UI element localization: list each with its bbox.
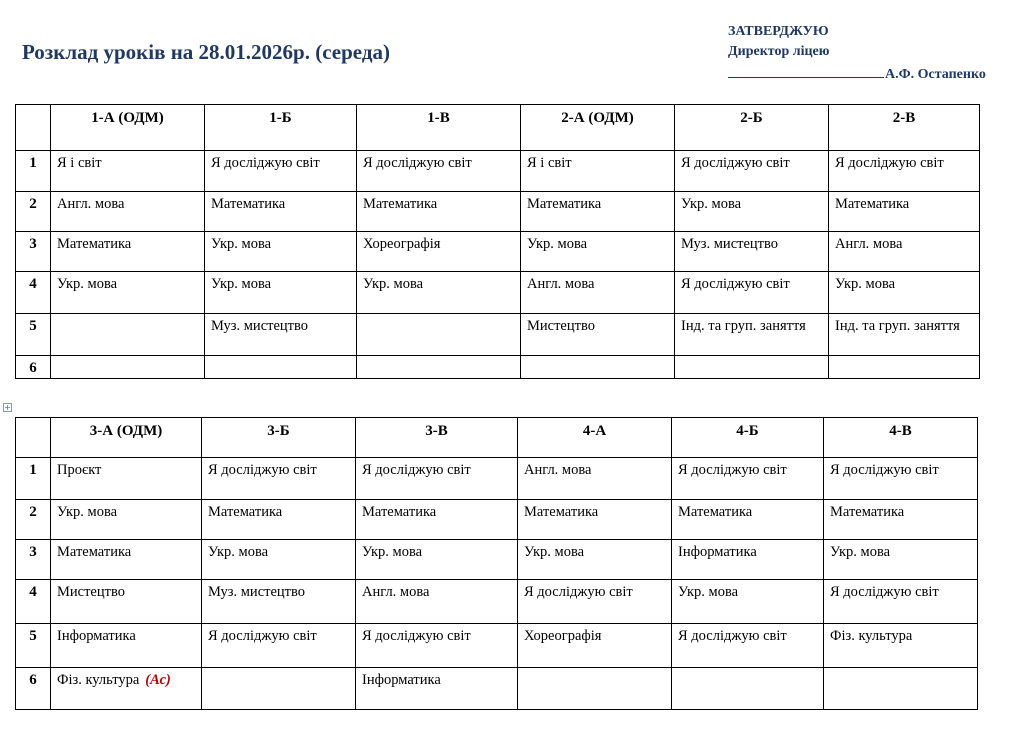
table-row <box>16 458 978 500</box>
table-cell: Муз. мистецтво <box>675 232 829 272</box>
lesson-number: 1 <box>16 151 51 192</box>
table-row <box>16 540 978 580</box>
approval-block <box>728 22 986 85</box>
table-row <box>16 151 980 192</box>
table-cell: Укр. мова <box>205 232 357 272</box>
table-cell: Хореографія <box>518 624 672 668</box>
table-cell: Інформатика <box>672 540 824 580</box>
table-cell: Укр. мова <box>675 192 829 232</box>
table-cell: Математика <box>205 192 357 232</box>
column-header: 4-А <box>518 418 672 458</box>
table-cell <box>675 356 829 379</box>
table-cell: Англ. мова <box>356 580 518 624</box>
column-header: 4-Б <box>672 418 824 458</box>
table-cell: Математика <box>356 500 518 540</box>
table-row <box>16 668 978 710</box>
schedule-table-grades-3-4 <box>15 417 978 710</box>
table-header-row <box>16 418 978 458</box>
column-header: 2-В <box>829 105 980 151</box>
table-cell: Англ. мова <box>521 272 675 314</box>
table-cell <box>672 668 824 710</box>
table-cell: Фіз. культура <box>824 624 978 668</box>
table-cell: Укр. мова <box>356 540 518 580</box>
lesson-number: 6 <box>16 356 51 379</box>
table-cell: Хореографія <box>357 232 521 272</box>
header-corner <box>16 418 51 458</box>
table-cell: Математика <box>829 192 980 232</box>
table-cell <box>824 668 978 710</box>
table-cell: Укр. мова <box>824 540 978 580</box>
table-cell: Я досліджую світ <box>356 458 518 500</box>
table-cell: Я досліджую світ <box>672 458 824 500</box>
table-cell: Я досліджую світ <box>675 272 829 314</box>
lesson-number: 5 <box>16 314 51 356</box>
lesson-number: 1 <box>16 458 51 500</box>
table-cell: Мистецтво <box>51 580 202 624</box>
signature-line <box>728 62 884 78</box>
column-header: 2-Б <box>675 105 829 151</box>
table-row <box>16 500 978 540</box>
table-cell: Математика <box>672 500 824 540</box>
approval-signature <box>728 62 986 85</box>
table-cell: Інд. та груп. заняття <box>675 314 829 356</box>
table-row <box>16 232 980 272</box>
table-cell <box>357 356 521 379</box>
table-cell: Математика <box>51 540 202 580</box>
table-cell <box>51 314 205 356</box>
table-cell <box>521 356 675 379</box>
table-cell <box>51 668 202 710</box>
lesson-number: 2 <box>16 500 51 540</box>
table-cell: Муз. мистецтво <box>202 580 356 624</box>
table-cell: Інд. та груп. заняття <box>829 314 980 356</box>
table-cell: Я досліджую світ <box>205 151 357 192</box>
table-cell: Інформатика <box>356 668 518 710</box>
table-cell: Я досліджую світ <box>518 580 672 624</box>
table-row <box>16 624 978 668</box>
table-row <box>16 356 980 379</box>
schedule-table-grades-1-2 <box>15 104 980 379</box>
table-cell: Укр. мова <box>51 272 205 314</box>
table-cell: Укр. мова <box>205 272 357 314</box>
column-header: 4-В <box>824 418 978 458</box>
column-header: 3-А (ОДМ) <box>51 418 202 458</box>
lesson-number: 4 <box>16 580 51 624</box>
approval-position: Директор ліцею <box>728 44 830 59</box>
table-cell: Англ. мова <box>829 232 980 272</box>
table-cell: Укр. мова <box>518 540 672 580</box>
table-cell: Математика <box>518 500 672 540</box>
table-cell: Мистецтво <box>521 314 675 356</box>
table-cell: Укр. мова <box>51 500 202 540</box>
table-cell <box>205 356 357 379</box>
table-cell <box>829 356 980 379</box>
table-cell: Я досліджую світ <box>829 151 980 192</box>
table-cell: Математика <box>521 192 675 232</box>
table-cell: Укр. мова <box>521 232 675 272</box>
table-cell: Математика <box>51 232 205 272</box>
table-cell: Укр. мова <box>202 540 356 580</box>
table-cell: Я досліджую світ <box>356 624 518 668</box>
assistant-note: (Ас) <box>145 672 171 688</box>
column-header: 2-А (ОДМ) <box>521 105 675 151</box>
table-cell: Математика <box>824 500 978 540</box>
table-cell: Я і світ <box>51 151 205 192</box>
column-header: 1-А (ОДМ) <box>51 105 205 151</box>
header-corner <box>16 105 51 151</box>
table-cell: Я досліджую світ <box>824 458 978 500</box>
lesson-number: 2 <box>16 192 51 232</box>
page-title: Розклад уроків на 28.01.2026р. (середа) <box>22 40 390 64</box>
table-cell: Укр. мова <box>672 580 824 624</box>
table-cell: Математика <box>357 192 521 232</box>
lesson-number: 3 <box>16 232 51 272</box>
table-row <box>16 314 980 356</box>
table-cell: Укр. мова <box>829 272 980 314</box>
table-row <box>16 272 980 314</box>
column-header: 1-В <box>357 105 521 151</box>
column-header: 3-В <box>356 418 518 458</box>
column-header: 1-Б <box>205 105 357 151</box>
table-cell <box>202 668 356 710</box>
approval-name: А.Ф. Остапенко <box>885 67 986 82</box>
table-cell: Я досліджую світ <box>202 458 356 500</box>
table-cell <box>518 668 672 710</box>
table-header-row <box>16 105 980 151</box>
table-cell: Проєкт <box>51 458 202 500</box>
table-cell: Я досліджую світ <box>675 151 829 192</box>
lesson-number: 3 <box>16 540 51 580</box>
lesson-number: 4 <box>16 272 51 314</box>
table-cell: Математика <box>202 500 356 540</box>
table-cell: Інформатика <box>51 624 202 668</box>
table-cell <box>357 314 521 356</box>
cell-text: Фіз. культура <box>57 672 140 688</box>
table-cell <box>51 356 205 379</box>
table-cell: Я досліджую світ <box>357 151 521 192</box>
table-cell: Я досліджую світ <box>202 624 356 668</box>
lesson-number: 6 <box>16 668 51 710</box>
table-cell: Муз. мистецтво <box>205 314 357 356</box>
move-handle-icon[interactable]: + <box>4 403 11 412</box>
table-cell: Я і світ <box>521 151 675 192</box>
table-row <box>16 192 980 232</box>
table-cell: Англ. мова <box>518 458 672 500</box>
table-cell: Англ. мова <box>51 192 205 232</box>
table-cell: Я досліджую світ <box>824 580 978 624</box>
table-row <box>16 580 978 624</box>
lesson-number: 5 <box>16 624 51 668</box>
table-cell: Укр. мова <box>357 272 521 314</box>
table-cell: Я досліджую світ <box>672 624 824 668</box>
approval-heading: ЗАТВЕРДЖУЮ <box>728 24 829 39</box>
column-header: 3-Б <box>202 418 356 458</box>
